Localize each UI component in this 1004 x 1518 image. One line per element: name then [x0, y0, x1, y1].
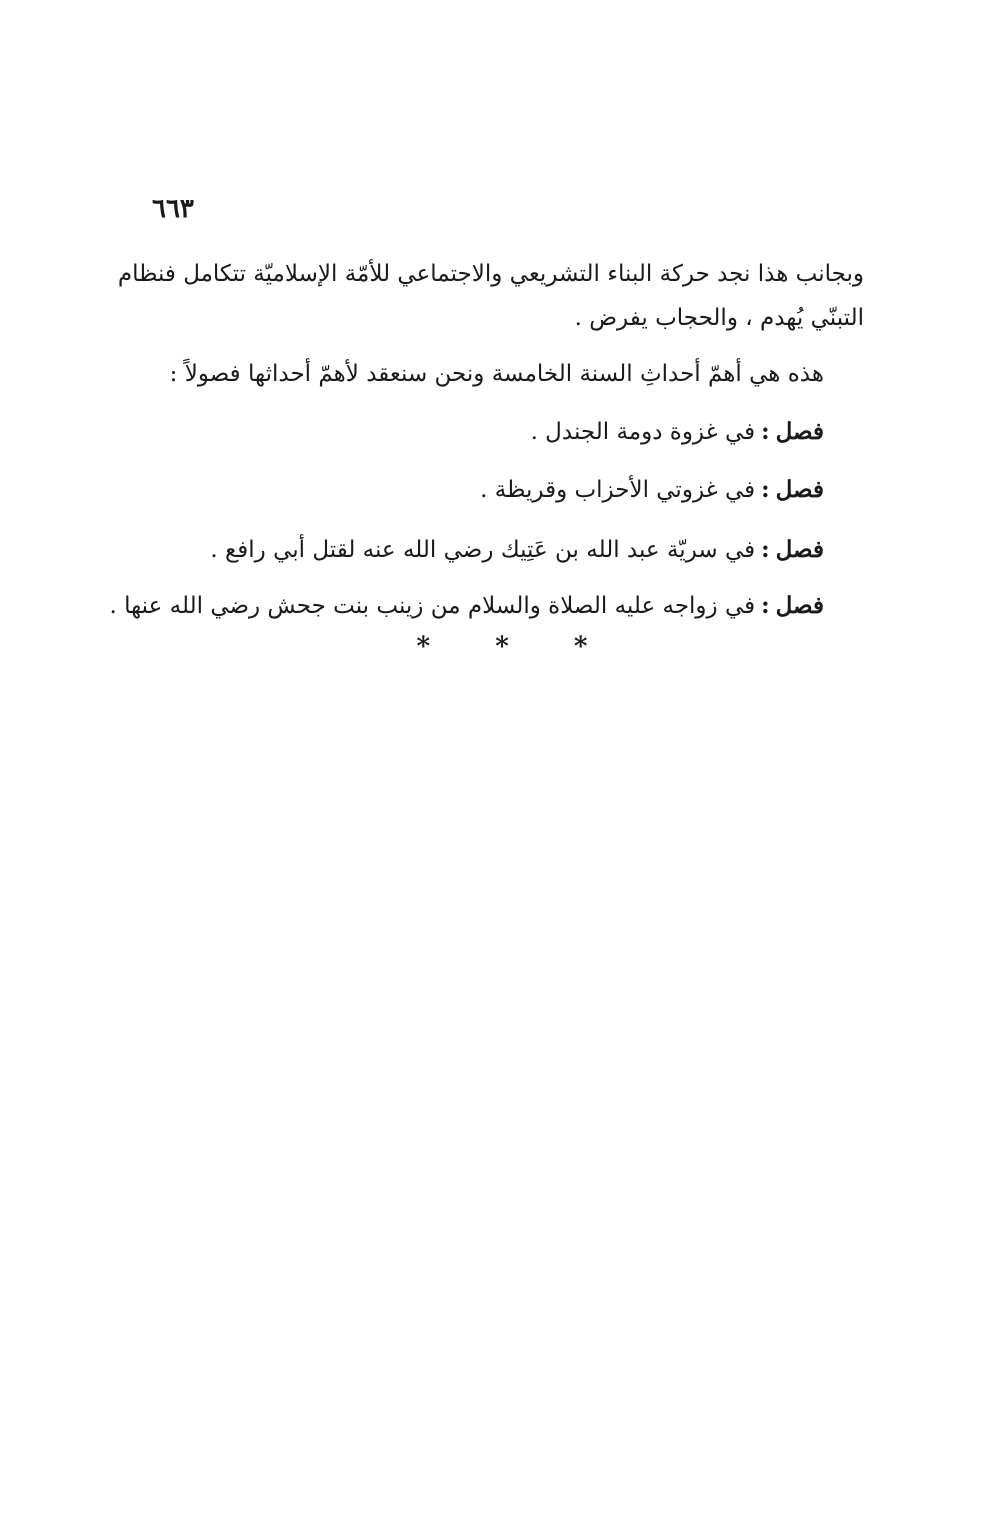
section-separator: : — [761, 418, 770, 445]
section-title: في زواجه عليه الصلاة والسلام من زينب بنت جحش رضي الله عنها . — [109, 593, 756, 619]
section-label: فصل — [775, 476, 824, 503]
section-entry — [480, 468, 824, 512]
section-separator: : — [761, 536, 770, 563]
section-entry — [109, 584, 824, 628]
section-title: في سريّة عبد الله بن عَتِيك رضي الله عنه لقتل أبي رافع . — [210, 537, 756, 563]
intro-paragraph-line-1: وبجانب هذا نجد حركة البناء التشريعي والاجتماعي للأمّة الإسلاميّة تتكامل فنظام — [117, 261, 864, 287]
intro-paragraph-line-2: التبنّي يُهدم ، والحجاب يفرض . — [574, 305, 864, 331]
chapters-lead-sentence: هذه هي أهمّ أحداثِ السنة الخامسة ونحن سنعقد لأهمّ أحداثها فصولاً : — [169, 361, 824, 387]
section-label: فصل — [775, 536, 824, 563]
section-entry — [531, 410, 824, 454]
asterism-separator: * * * — [416, 632, 616, 662]
section-entry — [210, 528, 824, 572]
section-label: فصل — [775, 592, 824, 619]
section-title: في غزوتي الأحزاب وقريظة . — [480, 477, 756, 503]
section-title: في غزوة دومة الجندل . — [530, 419, 756, 445]
section-separator: : — [761, 592, 770, 619]
section-separator: : — [761, 476, 770, 503]
section-label: فصل — [775, 418, 824, 445]
page-number: ٦٦٣ — [152, 194, 194, 224]
